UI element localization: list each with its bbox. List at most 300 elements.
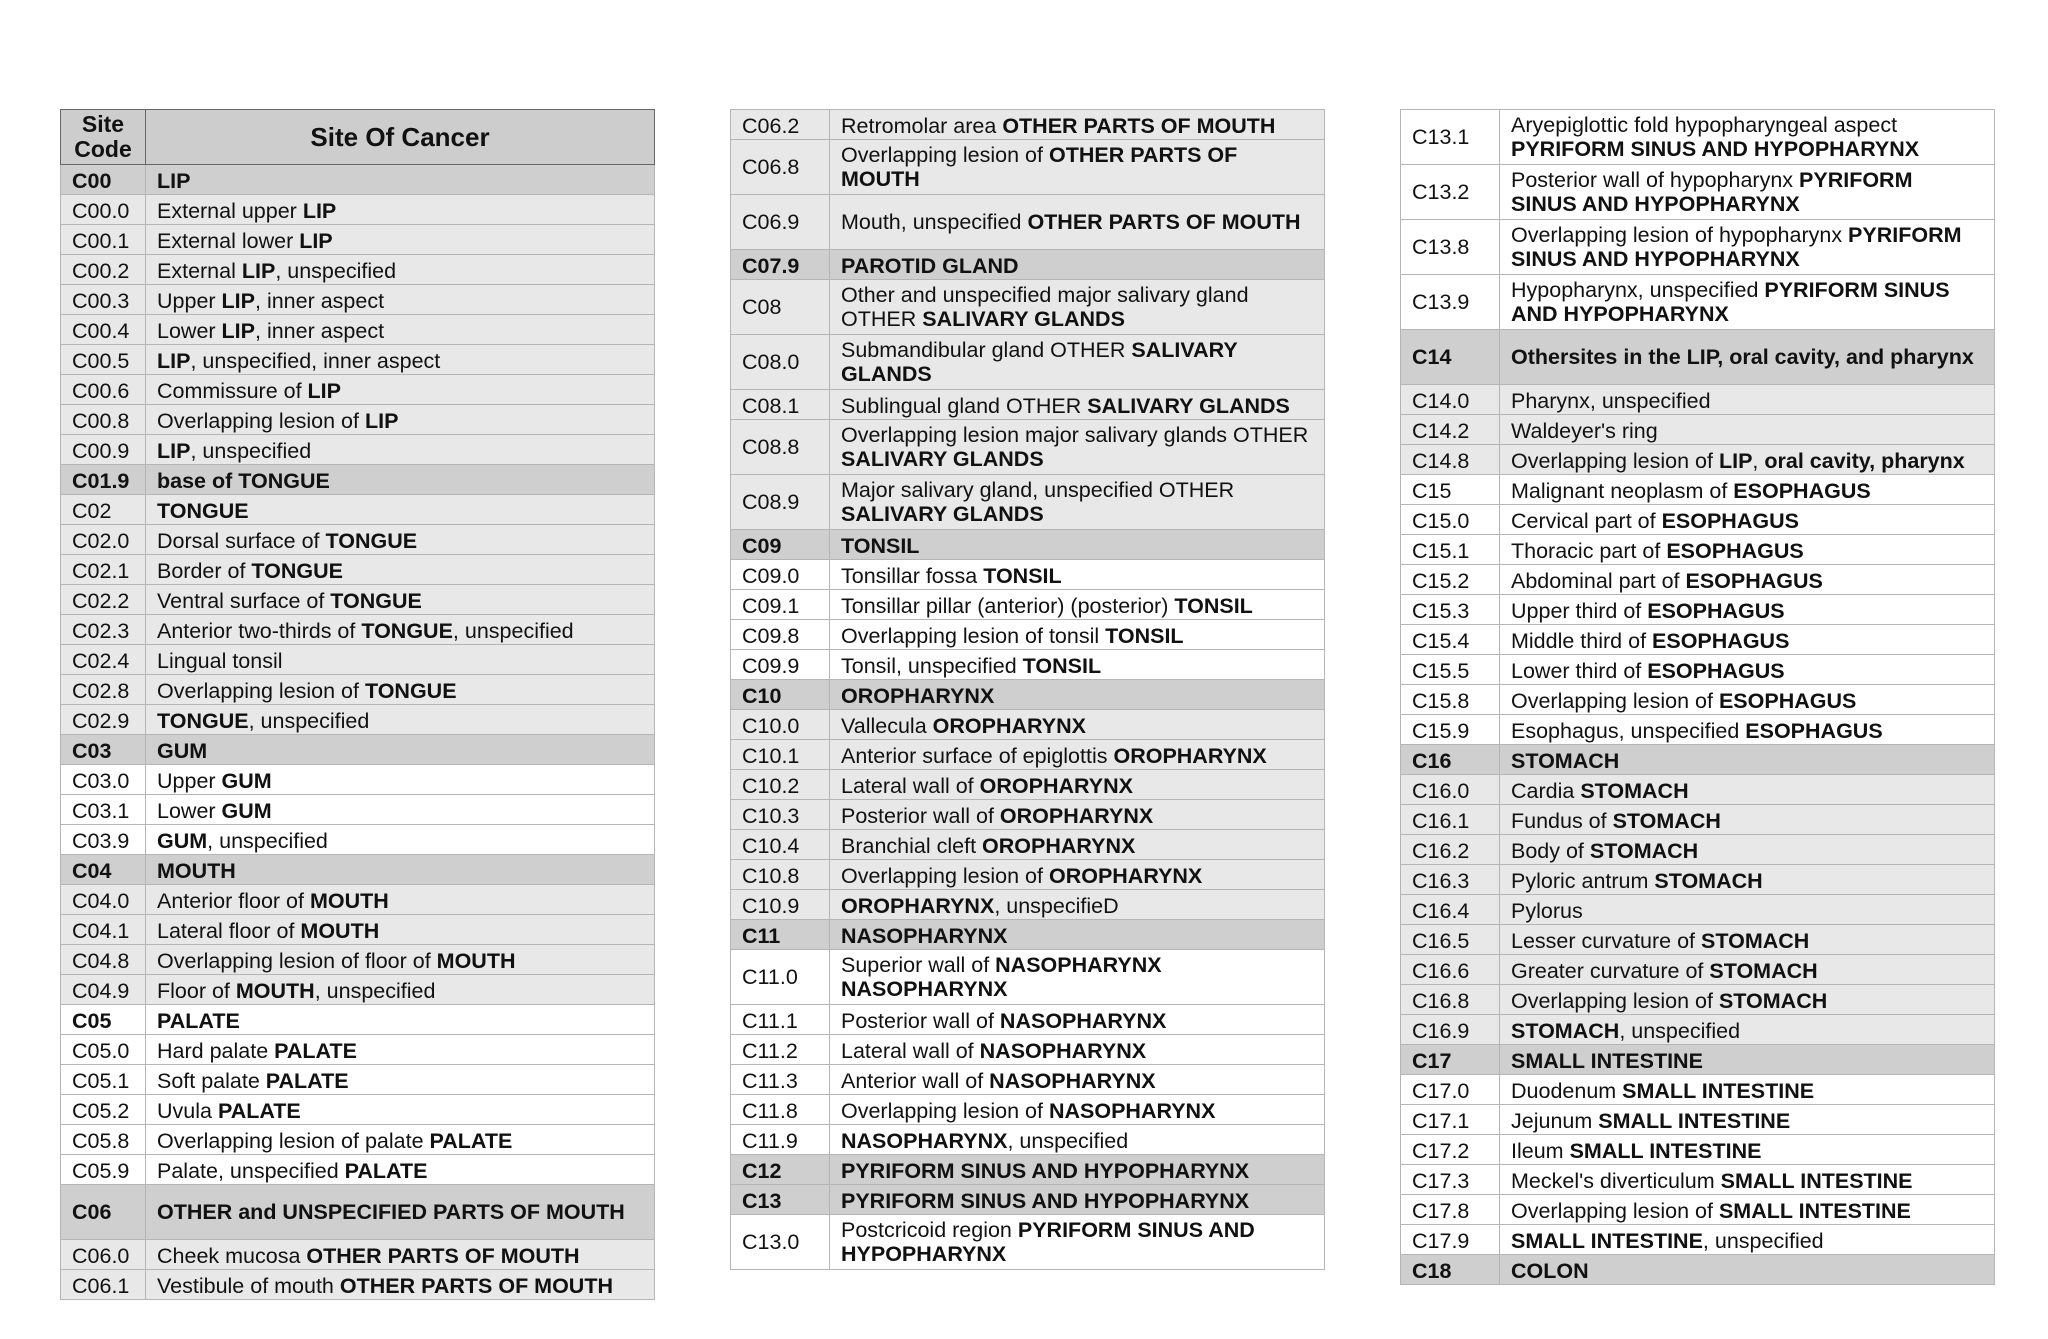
site-code-cell: C14.2 [1401,415,1500,445]
table-row [61,975,655,1005]
site-emphasis-text: NASOPHARYNX [1048,1099,1216,1123]
site-text: Overlapping lesion major salivary glands OTHER [841,423,1309,447]
site-text: Overlapping lesion of [1511,989,1719,1013]
site-emphasis-text: TONGUE [364,679,457,703]
site-text: Palate, unspecified [157,1159,345,1183]
table-row [1401,445,1995,475]
site-code-cell: C16.3 [1401,865,1500,895]
site-text: Superior wall of [841,953,996,977]
category-row [61,735,655,765]
site-code-cell: C00.1 [61,225,146,255]
site-emphasis-text: SALIVARY GLANDS [922,307,1125,331]
site-description-cell [1500,1075,1995,1105]
site-emphasis-text: oral cavity, pharynx [1764,449,1965,473]
site-code-cell: C17.2 [1401,1135,1500,1165]
site-text: , inner aspect [255,289,385,313]
site-emphasis-text: OTHER PARTS OF MOUTH [841,143,1238,191]
table-row [1401,505,1995,535]
table-row [1401,1135,1995,1165]
table-row [731,1005,1325,1035]
site-emphasis-text: PYRIFORM SINUS AND HYPOPHARYNX [1511,137,1920,161]
category-row [731,680,1325,710]
table-row [61,915,655,945]
site-text: , inner aspect [255,319,385,343]
category-row [61,855,655,885]
site-code-cell: C16.9 [1401,1015,1500,1045]
site-emphasis-text: ESOPHAGUS [1685,569,1823,593]
site-description-cell [146,375,655,405]
site-emphasis-text: PALATE [157,1009,240,1033]
site-code-cell: C09.0 [731,560,830,590]
table-body-1 [61,165,655,1300]
site-text: Tonsillar pillar (anterior) (posterior) [841,594,1175,618]
site-emphasis-text: OROPHARYNX [1048,864,1203,888]
site-description-cell [146,975,655,1005]
site-code-cell: C10.2 [731,770,830,800]
table-row [1401,835,1995,865]
site-code-cell: C18 [1401,1255,1500,1285]
site-code-cell: C05.1 [61,1065,146,1095]
site-text: Anterior two-thirds of [157,619,362,643]
site-description-cell [1500,475,1995,505]
site-code-cell: C00.2 [61,255,146,285]
table-row [1401,1015,1995,1045]
site-text: Posterior wall of [841,804,1000,828]
site-text: Lateral wall of [841,1039,980,1063]
site-description-cell [1500,595,1995,625]
site-text: Waldeyer's ring [1511,419,1658,443]
site-description-cell [830,620,1325,650]
table-row [1401,275,1995,330]
site-text: Overlapping lesion of [841,143,1049,167]
site-description-cell [146,585,655,615]
site-description-cell [830,650,1325,680]
site-description-cell [1500,1105,1995,1135]
site-code-cell: C00.9 [61,435,146,465]
category-row [61,165,655,195]
site-description-cell [1500,955,1995,985]
site-description-cell [146,615,655,645]
site-description-cell [146,165,655,195]
site-code-cell: C10.8 [731,860,830,890]
site-code-cell: C17.9 [1401,1225,1500,1255]
category-row [61,1005,655,1035]
site-emphasis-text: STOMACH [1511,749,1620,773]
site-code-cell: C14 [1401,330,1500,385]
site-emphasis-text: TONGUE [157,709,249,733]
site-code-cell: C10.9 [731,890,830,920]
table-row [61,1155,655,1185]
site-emphasis-text: OTHER PARTS OF MOUTH [306,1244,580,1268]
site-text: Thoracic part of [1511,539,1667,563]
site-text: Retromolar area [841,114,1003,138]
site-description-cell [830,110,1325,140]
site-text: Cardia [1511,779,1581,803]
site-code-cell: C00.0 [61,195,146,225]
site-description-cell [1500,1225,1995,1255]
site-code-cell: C02.4 [61,645,146,675]
site-emphasis-text: PYRIFORM SINUS AND HYPOPHARYNX [1511,168,1913,216]
site-text: Pharynx, unspecified [1511,389,1711,413]
table-row [61,645,655,675]
site-text: Lower third of [1511,659,1648,683]
site-emphasis-text: LIP [299,229,333,253]
site-code-cell: C02.9 [61,705,146,735]
site-emphasis-text: LIP [221,289,255,313]
site-description-cell [830,800,1325,830]
site-text: Posterior wall of [841,1009,1000,1033]
table-row [1401,165,1995,220]
table-row [61,945,655,975]
category-row [731,530,1325,560]
site-code-cell: C16.1 [1401,805,1500,835]
site-description-cell [1500,1015,1995,1045]
site-code-cell: C10.4 [731,830,830,860]
site-emphasis-text: NASOPHARYNX [979,1039,1147,1063]
category-row [1401,1255,1995,1285]
site-code-cell: C05.8 [61,1125,146,1155]
site-description-cell [146,1035,655,1065]
table-row [61,225,655,255]
site-code-table-2 [730,109,1325,1270]
site-description-cell [1500,835,1995,865]
site-code-cell: C00 [61,165,146,195]
site-code-cell: C06 [61,1185,146,1240]
site-text: Soft palate [157,1069,266,1093]
table-row [61,1065,655,1095]
site-code-header: Site Code [61,110,146,165]
site-text: , unspecified [248,709,370,733]
site-emphasis-text: TONGUE [361,619,453,643]
table-row [1401,925,1995,955]
site-description-cell [1500,655,1995,685]
site-code-cell: C09.9 [731,650,830,680]
category-row [1401,1045,1995,1075]
site-code-cell: C11.9 [731,1125,830,1155]
site-emphasis-text: OROPHARYNX [841,894,995,918]
site-description-cell [830,390,1325,420]
site-description-cell [1500,625,1995,655]
site-emphasis-text: COLON [1511,1259,1589,1283]
site-text: Abdominal part of [1511,569,1686,593]
site-description-cell [146,1240,655,1270]
site-code-cell: C04.8 [61,945,146,975]
site-emphasis-text: ESOPHAGUS [1661,509,1799,533]
site-text: Sublingual gland OTHER [841,394,1088,418]
site-emphasis-text: SMALL INTESTINE [1718,1199,1911,1223]
site-description-cell [830,280,1325,335]
site-code-cell: C02.8 [61,675,146,705]
table-row [1401,895,1995,925]
site-code-cell: C11.3 [731,1065,830,1095]
site-emphasis-text: SALIVARY GLANDS [841,447,1044,471]
table-row [731,390,1325,420]
table-row [731,830,1325,860]
site-code-cell: C15.2 [1401,565,1500,595]
site-text: Vestibule of mouth [157,1274,340,1298]
site-emphasis-text: PYRIFORM SINUS AND HYPOPHARYNX [841,1159,1250,1183]
site-emphasis-text: ESOPHAGUS [1647,599,1785,623]
site-code-cell: C16.2 [1401,835,1500,865]
site-code-cell: C14.0 [1401,385,1500,415]
site-text: Pylorus [1511,899,1583,923]
table-row [61,705,655,735]
site-text: Other and unspecified major salivary gland OTHER [841,283,1249,331]
table-row [1401,1105,1995,1135]
site-text: Meckel's diverticulum [1511,1169,1721,1193]
site-description-cell [830,475,1325,530]
table-row [61,525,655,555]
site-description-cell [830,890,1325,920]
site-text: Anterior wall of [841,1069,990,1093]
table-row [61,885,655,915]
site-code-cell: C00.3 [61,285,146,315]
table-row [1401,1225,1995,1255]
site-description-cell [1500,1255,1995,1285]
site-emphasis-text: TONGUE [330,589,422,613]
category-row [731,920,1325,950]
site-emphasis-text: MOUTH [157,859,236,883]
site-description-cell [146,1185,655,1240]
table-row [61,1095,655,1125]
table-row [1401,415,1995,445]
site-text: Overlapping lesion of floor of [157,949,437,973]
site-description-cell [830,1155,1325,1185]
site-code-cell: C11.8 [731,1095,830,1125]
category-row [1401,745,1995,775]
site-emphasis-text: LIP [307,379,341,403]
site-code-table-1 [60,109,655,1300]
site-emphasis-text: NASOPHARYNX NASOPHARYNX [841,953,1162,1001]
category-row [61,1185,655,1240]
site-text: Dorsal surface of [157,529,326,553]
site-code-cell: C16.0 [1401,775,1500,805]
table-row [61,315,655,345]
site-text: Border of [157,559,252,583]
table-row [731,590,1325,620]
site-text: Lower [157,799,222,823]
site-emphasis-text: SMALL INTESTINE [1511,1229,1703,1253]
site-emphasis-text: TONGUE [251,559,344,583]
table-row [61,1125,655,1155]
site-text: Tonsillar fossa [841,564,984,588]
site-code-cell: C02.1 [61,555,146,585]
site-emphasis-text: PALATE [265,1069,349,1093]
site-text: , unspecified [207,829,328,853]
site-emphasis-text: MOUTH [309,889,389,913]
site-description-cell [1500,385,1995,415]
table-row [731,475,1325,530]
site-description-cell [830,250,1325,280]
site-description-cell [830,140,1325,195]
site-emphasis-text: GUM [157,829,208,853]
site-code-cell: C02.2 [61,585,146,615]
site-description-cell [146,885,655,915]
site-emphasis-text: TONSIL [1105,624,1184,648]
site-text: Ileum [1511,1139,1570,1163]
site-text: Middle third of [1511,629,1653,653]
site-emphasis-text: PALATE [429,1129,513,1153]
site-description-cell [830,770,1325,800]
site-code-cell: C16 [1401,745,1500,775]
site-emphasis-text: ESOPHAGUS [1647,659,1785,683]
site-emphasis-text: PYRIFORM SINUS AND HYPOPHARYNX [1511,278,1950,326]
site-text: Upper [157,769,222,793]
site-code-cell: C04.0 [61,885,146,915]
site-text: External upper [157,199,303,223]
site-code-cell: C10.1 [731,740,830,770]
site-emphasis-text: LIP [157,169,191,193]
site-text: , [1752,449,1765,473]
site-emphasis-text: PYRIFORM SINUS AND HYPOPHARYNX [1511,223,1962,271]
table-row [1401,775,1995,805]
site-emphasis-text: LIP [364,409,399,433]
site-text: Overlapping lesion of [841,864,1049,888]
site-description-cell [830,1005,1325,1035]
table-row [61,375,655,405]
site-emphasis-text: OTHER PARTS OF MOUTH [339,1274,613,1298]
site-text: Upper [157,289,222,313]
site-description-cell [1500,1135,1995,1165]
site-text: , unspecified, inner aspect [190,349,441,373]
site-description-cell [830,195,1325,250]
site-description-cell [1500,220,1995,275]
site-emphasis-text: SALIVARY GLANDS [1087,394,1290,418]
site-text: Posterior wall of hypopharynx [1511,168,1800,192]
site-emphasis-text: NASOPHARYNX [841,924,1008,948]
site-description-cell [830,420,1325,475]
site-description-cell [830,920,1325,950]
table-row [731,420,1325,475]
site-text: Lingual tonsil [157,649,283,673]
site-text: Uvula [157,1099,218,1123]
site-emphasis-text: STOMACH [1709,959,1818,983]
site-text: Fundus of [1511,809,1613,833]
table-row [1401,535,1995,565]
site-description-cell [1500,445,1995,475]
site-description-cell [830,530,1325,560]
site-code-cell: C06.1 [61,1270,146,1300]
site-text: Overlapping lesion of tonsil [841,624,1106,648]
table-row [1401,385,1995,415]
site-description-cell [830,1185,1325,1215]
site-description-cell [830,1125,1325,1155]
site-emphasis-text: base of TONGUE [157,469,330,493]
site-text: Overlapping lesion of [1511,1199,1719,1223]
site-text: Major salivary gland, unspecified OTHER [841,478,1235,502]
site-code-cell: C16.5 [1401,925,1500,955]
site-description-cell [146,225,655,255]
site-of-cancer-header: Site Of Cancer [146,110,655,165]
site-description-cell [146,795,655,825]
site-emphasis-text: TONSIL [983,564,1062,588]
site-text: , unspecified [190,439,312,463]
site-emphasis-text: LIP [157,349,191,373]
site-description-cell [146,1065,655,1095]
site-code-cell: C11.2 [731,1035,830,1065]
site-text: , unspecifieD [994,894,1119,918]
site-description-cell [1500,505,1995,535]
site-code-cell: C16.6 [1401,955,1500,985]
site-emphasis-text: STOMACH [1718,989,1828,1013]
category-row [61,465,655,495]
site-description-cell [146,915,655,945]
site-code-cell: C10.0 [731,710,830,740]
table-row [731,740,1325,770]
table-row [1401,985,1995,1015]
site-description-cell [146,555,655,585]
site-text: Tonsil, unspecified [841,654,1023,678]
site-text: Aryepiglottic fold hypopharyngeal aspect [1511,113,1898,137]
site-emphasis-text: STOMACH [1589,839,1699,863]
site-emphasis-text: SALIVARY GLANDS [841,502,1044,526]
table-row [731,140,1325,195]
site-text: Cheek mucosa [157,1244,307,1268]
site-emphasis-text: OROPHARYNX [999,804,1154,828]
site-description-cell [146,1095,655,1125]
site-description-cell [1500,775,1995,805]
table-row [731,650,1325,680]
site-text: , unspecified [1007,1129,1129,1153]
table-row [731,1095,1325,1125]
site-text: Hypopharynx, unspecified [1511,278,1765,302]
site-emphasis-text: TONSIL [1174,594,1253,618]
site-text: Overlapping lesion of palate [157,1129,430,1153]
table-row [731,280,1325,335]
site-code-cell: C11 [731,920,830,950]
table-row [61,825,655,855]
site-emphasis-text: SALIVARY GLANDS [841,338,1238,386]
site-text: Branchial cleft [841,834,983,858]
site-description-cell [1500,1165,1995,1195]
table-row [731,1125,1325,1155]
site-emphasis-text: OTHER and UNSPECIFIED PARTS OF MOUTH [157,1200,625,1224]
site-description-cell [1500,1195,1995,1225]
site-text: Overlapping lesion of [841,1099,1049,1123]
site-code-cell: C13.9 [1401,275,1500,330]
table-body-3 [1401,110,1995,1285]
site-description-cell [146,675,655,705]
site-text: Duodenum [1511,1079,1623,1103]
site-code-cell: C15.0 [1401,505,1500,535]
table-row [731,335,1325,390]
site-description-cell [1500,685,1995,715]
site-description-cell [830,710,1325,740]
site-emphasis-text: MOUTH [235,979,315,1003]
table-row [1401,685,1995,715]
site-emphasis-text: OROPHARYNX [982,834,1136,858]
site-description-cell [146,345,655,375]
site-emphasis-text: GUM [221,769,272,793]
site-code-cell: C13.1 [1401,110,1500,165]
site-code-cell: C05.0 [61,1035,146,1065]
site-code-cell: C01.9 [61,465,146,495]
site-code-cell: C14.8 [1401,445,1500,475]
site-emphasis-text: PALATE [274,1039,357,1063]
table-row [61,435,655,465]
site-emphasis-text: STOMACH [1654,869,1763,893]
site-code-cell: C09.1 [731,590,830,620]
table-row [1401,655,1995,685]
site-emphasis-text: ESOPHAGUS [1745,719,1883,743]
table-row [1401,475,1995,505]
site-emphasis-text: ESOPHAGUS [1666,539,1804,563]
site-text: Esophagus, unspecified [1511,719,1746,743]
site-text: Postcricoid region [841,1218,1018,1242]
site-code-cell: C17.8 [1401,1195,1500,1225]
table-row [1401,595,1995,625]
site-description-cell [830,590,1325,620]
